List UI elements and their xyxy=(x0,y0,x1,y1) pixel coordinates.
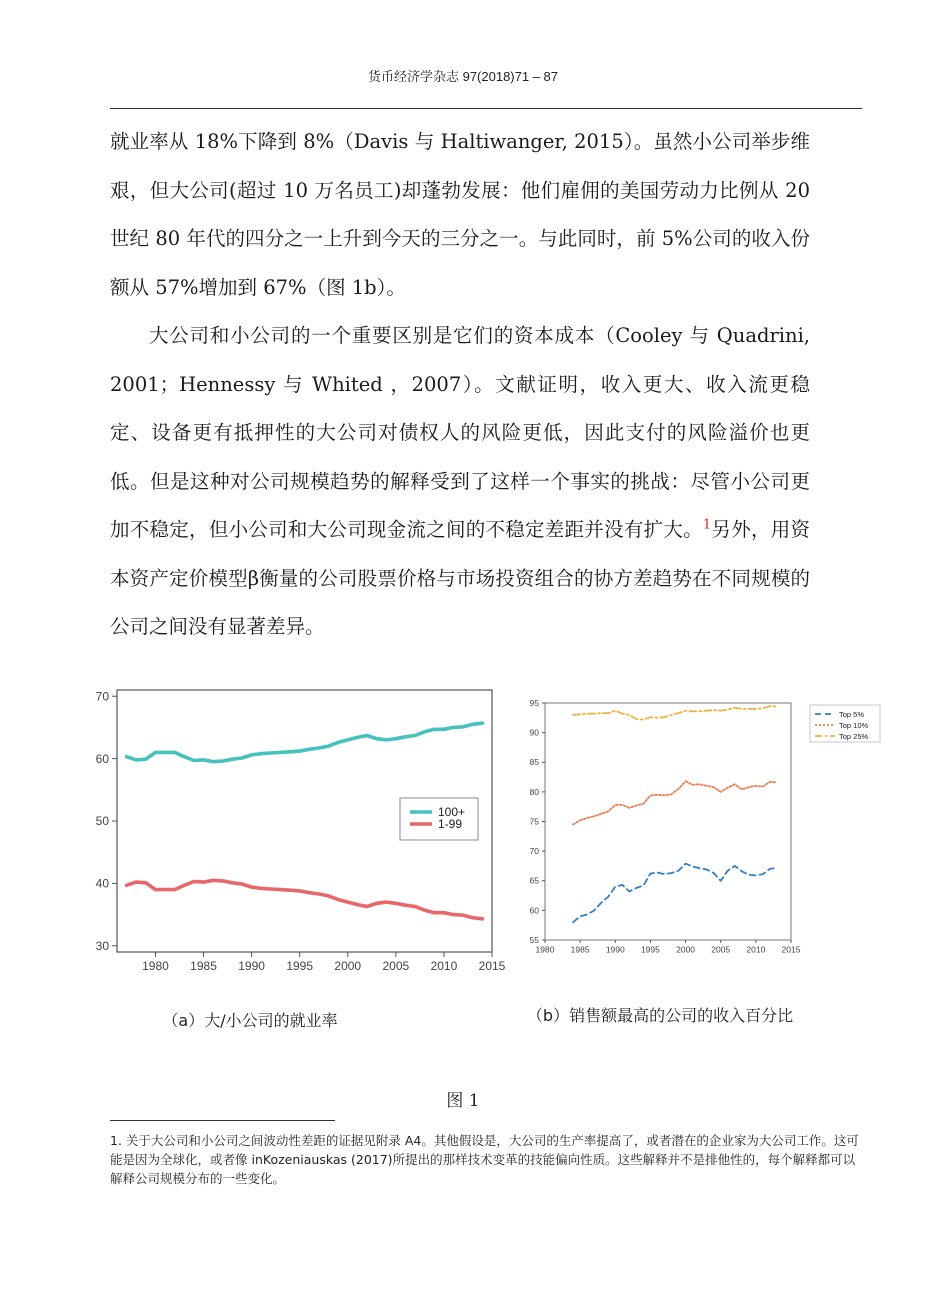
paragraph-1: 就业率从 18%下降到 8%（Davis 与 Haltiwanger, 2015）。虽然小公司举步维艰，但大公司(超过 10 万名员工)却蓬勃发展：他们雇佣的美国劳动力比例从 20 世纪 80 年代的四分之一上升到今天的三分之一。与此同时，前 5%公司的收入份额从 57%增加到 67%（图 1b）。 xyxy=(110,130,810,299)
chart-a-y-tick-label: 60 xyxy=(95,751,109,766)
chart-b-y-tick-label: 60 xyxy=(529,905,539,916)
running-head: 货币经济学杂志 97(2018)71 – 87 xyxy=(367,69,559,84)
chart-b-x-tick-label: 1985 xyxy=(570,944,590,955)
chart-b-plot-frame xyxy=(545,703,791,940)
footnote-ref[interactable]: 1 xyxy=(702,517,712,533)
chart-a-y-tick-label: 70 xyxy=(95,689,109,704)
chart-b-x-tick-label: 1980 xyxy=(535,944,555,955)
chart-b-x-tick-label: 2000 xyxy=(676,944,696,955)
caption-a: （a）大/小公司的就业率 xyxy=(162,1011,338,1030)
chart-a-y-tick-label: 40 xyxy=(95,876,109,891)
paragraph-2 xyxy=(110,312,810,652)
chart-b-y-tick-label: 80 xyxy=(529,786,539,797)
chart-b-legend-label-1: Top 10% xyxy=(839,721,869,730)
chart-a-y-tick-label: 30 xyxy=(95,938,109,953)
body-text xyxy=(110,118,810,652)
figure-label: 图 1 xyxy=(446,1091,480,1111)
chart-b-y-tick-label: 95 xyxy=(529,697,539,708)
chart-b-y-tick-label: 85 xyxy=(529,757,539,768)
chart-b-y-tick-label: 75 xyxy=(529,816,539,827)
chart-a-x-tick-label: 2000 xyxy=(334,959,362,973)
chart-a-x-tick-label: 1985 xyxy=(190,959,217,973)
chart-a-legend-label-1: 1-99 xyxy=(438,817,463,831)
caption-b: （b）销售额最高的公司的收入百分比 xyxy=(526,1006,794,1025)
chart-employment-share xyxy=(80,680,506,980)
paragraph-2-tail: 另外，用资本资产定价模型β衡量的公司股票价格与市场投资组合的协方差趋势在不同规模的公司之间没有显著差异。 xyxy=(110,518,810,638)
header-rule xyxy=(110,108,862,109)
chart-a-y-tick-label: 50 xyxy=(95,814,109,829)
chart-b-y-tick-label: 55 xyxy=(529,934,539,945)
chart-a-x-tick-label: 1990 xyxy=(238,959,265,973)
chart-b-x-tick-label: 2005 xyxy=(711,944,731,955)
chart-b-x-tick-label: 2010 xyxy=(746,944,766,955)
chart-a-x-tick-label: 1995 xyxy=(286,959,314,973)
chart-b-x-tick-label: 1995 xyxy=(640,944,660,955)
chart-b-x-tick-label: 2015 xyxy=(781,944,801,955)
chart-a-x-tick-label: 1980 xyxy=(142,959,169,973)
chart-a-x-tick-label: 2015 xyxy=(478,959,506,973)
footnote-rule xyxy=(110,1120,335,1121)
chart-b-y-tick-label: 70 xyxy=(529,846,539,857)
chart-b-legend-label-0: Top 5% xyxy=(839,710,865,719)
chart-revenue-share xyxy=(515,690,885,960)
chart-b-y-tick-label: 90 xyxy=(529,727,539,738)
chart-b-x-tick-label: 1990 xyxy=(605,944,625,955)
footnote: 1. 关于大公司和小公司之间波动性差距的证据见附录 A4。其他假设是，大公司的生产率提高了，或者潜在的企业家为大公司工作。这可能是因为全球化，或者像 inKozeniauskas (2017)所提出的那样技术变革的技能偏向性质。这些解释并不是排他性的，每个解释都可以解释公司规模分布的一些变化。 xyxy=(110,1133,859,1186)
paragraph-2-main: 大公司和小公司的一个重要区别是它们的资本成本（Cooley 与 Quadrini, 2001；Hennessy 与 Whited ，2007）。文献证明，收入更大、收入流更稳定、设备更有抵押性的大公司对债权人的风险更低，因此支付的风险溢价也更低。但是这种对公司规模趋势的解释受到了这样一个事实的挑战：尽管小公司更加不稳定，但小公司和大公司现金流之间的不稳定差距并没有扩大。 xyxy=(110,324,810,541)
chart-a-legend-label-0: 100+ xyxy=(438,805,466,819)
chart-b-legend-label-2: Top 25% xyxy=(839,732,869,741)
chart-a-x-tick-label: 2005 xyxy=(382,959,410,973)
chart-b-y-tick-label: 65 xyxy=(529,875,539,886)
chart-a-x-tick-label: 2010 xyxy=(430,959,458,973)
